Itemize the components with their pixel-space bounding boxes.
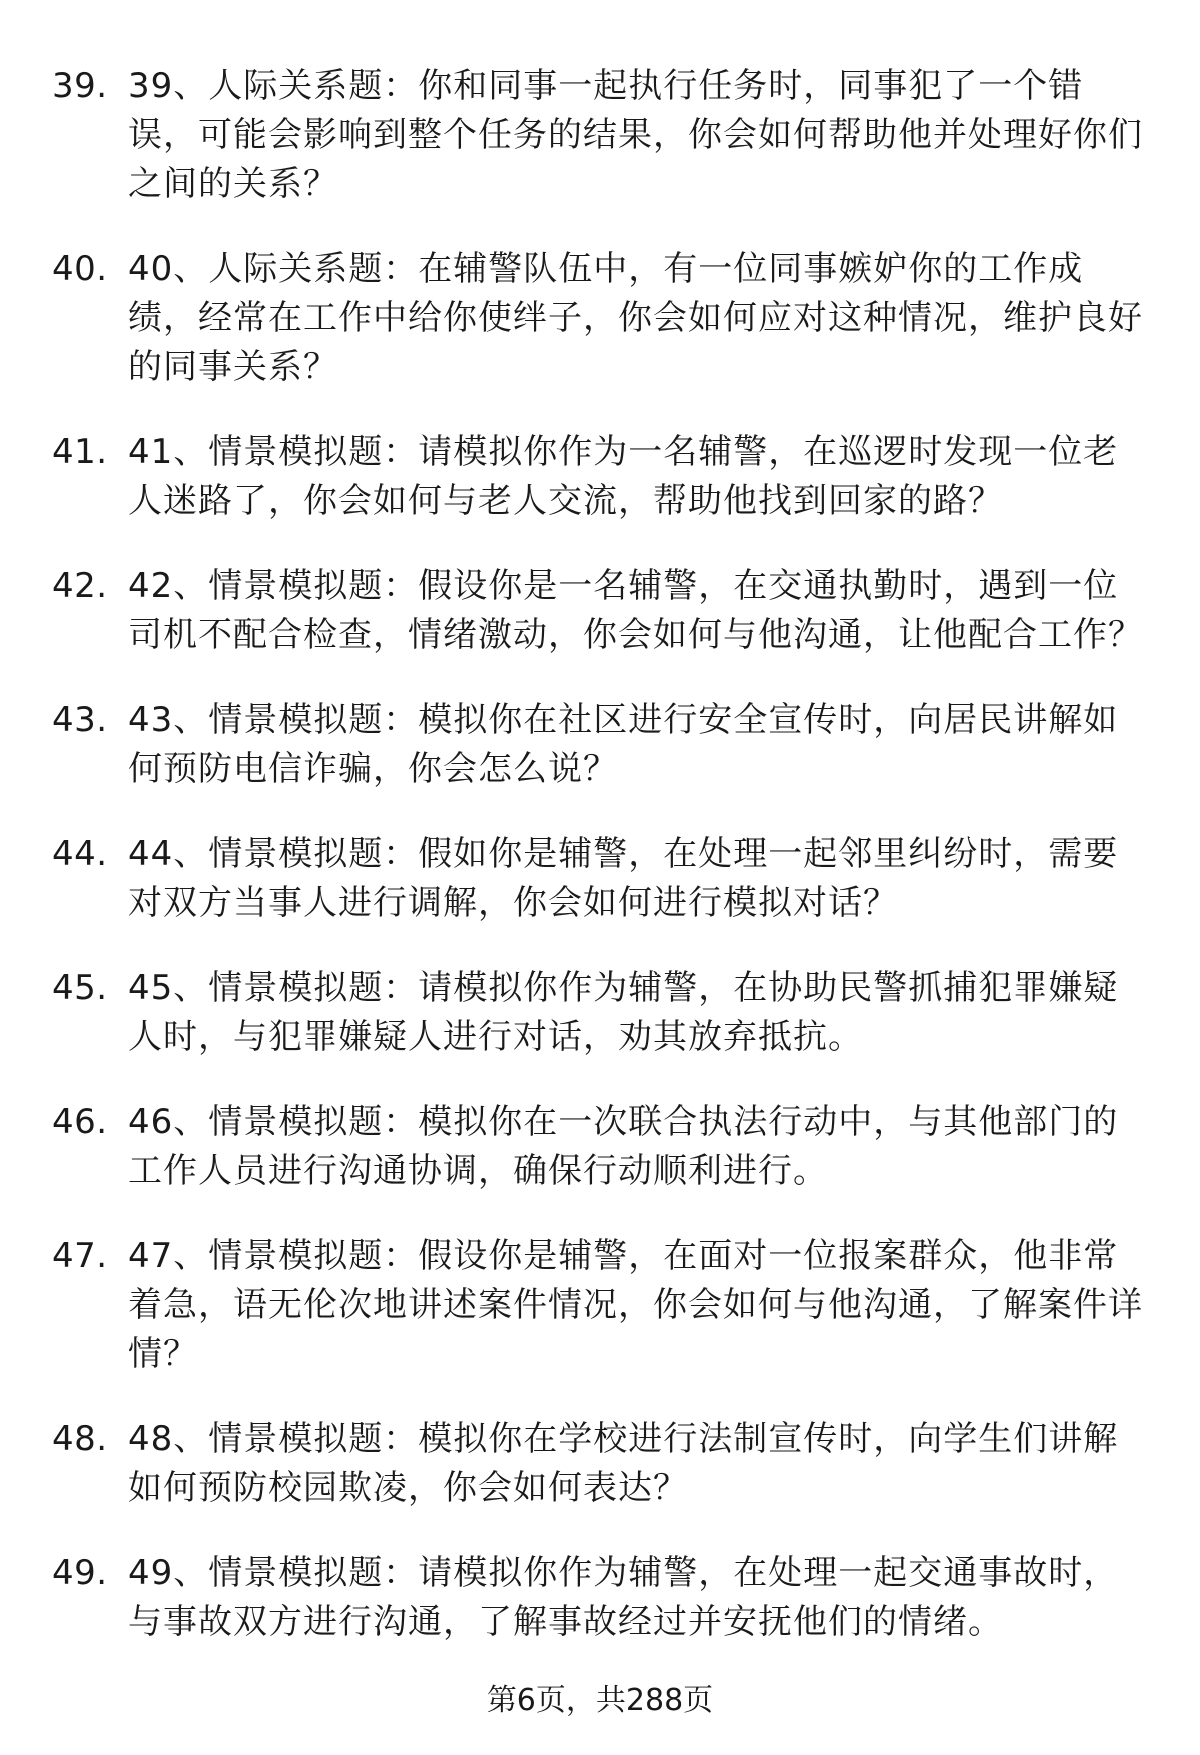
question-text: 45、情景模拟题：请模拟你作为辅警，在协助民警抓捕犯罪嫌疑人时，与犯罪嫌疑人进行对话，劝其放弃抵抗。 xyxy=(128,968,1119,1057)
list-number: 47. xyxy=(52,1236,108,1276)
list-item xyxy=(52,830,1152,928)
question-text: 46、情景模拟题：模拟你在一次联合执法行动中，与其他部门的工作人员进行沟通协调，确保行动顺利进行。 xyxy=(128,1102,1119,1191)
list-item xyxy=(52,696,1152,794)
question-list xyxy=(52,62,1152,1683)
list-item xyxy=(52,964,1152,1062)
question-text: 43、情景模拟题：模拟你在社区进行安全宣传时，向居民讲解如何预防电信诈骗，你会怎么说？ xyxy=(128,700,1119,789)
list-number: 45. xyxy=(52,968,108,1008)
question-text: 48、情景模拟题：模拟你在学校进行法制宣传时，向学生们讲解如何预防校园欺凌，你会如何表达？ xyxy=(128,1419,1119,1508)
list-number: 49. xyxy=(52,1553,108,1593)
question-text: 41、情景模拟题：请模拟你作为一名辅警，在巡逻时发现一位老人迷路了，你会如何与老人交流，帮助他找到回家的路？ xyxy=(128,432,1119,521)
question-text: 44、情景模拟题：假如你是辅警，在处理一起邻里纠纷时，需要对双方当事人进行调解，你会如何进行模拟对话？ xyxy=(128,834,1119,923)
list-number: 41. xyxy=(52,432,108,472)
list-item xyxy=(52,1415,1152,1513)
question-text: 42、情景模拟题：假设你是一名辅警，在交通执勤时，遇到一位司机不配合检查，情绪激动，你会如何与他沟通，让他配合工作？ xyxy=(128,566,1143,655)
list-number: 48. xyxy=(52,1419,108,1459)
list-number: 44. xyxy=(52,834,108,874)
list-item xyxy=(52,62,1152,209)
list-item xyxy=(52,1549,1152,1647)
list-item xyxy=(52,428,1152,526)
question-text: 40、人际关系题：在辅警队伍中，有一位同事嫉妒你的工作成绩，经常在工作中给你使绊子，你会如何应对这种情况，维护良好的同事关系？ xyxy=(128,249,1143,387)
question-text: 39、人际关系题：你和同事一起执行任务时，同事犯了一个错误，可能会影响到整个任务的结果，你会如何帮助他并处理好你们之间的关系？ xyxy=(128,66,1143,204)
list-item xyxy=(52,245,1152,392)
list-number: 39. xyxy=(52,66,108,106)
list-item xyxy=(52,1098,1152,1196)
list-number: 42. xyxy=(52,566,108,606)
list-number: 40. xyxy=(52,249,108,289)
list-number: 43. xyxy=(52,700,108,740)
list-item xyxy=(52,562,1152,660)
list-item xyxy=(52,1232,1152,1379)
list-number: 46. xyxy=(52,1102,108,1142)
page-footer: 第6页，共288页 xyxy=(486,1683,714,1718)
question-text: 47、情景模拟题：假设你是辅警，在面对一位报案群众，他非常着急，语无伦次地讲述案件情况，你会如何与他沟通，了解案件详情？ xyxy=(128,1236,1143,1374)
question-text: 49、情景模拟题：请模拟你作为辅警，在处理一起交通事故时，与事故双方进行沟通，了解事故经过并安抚他们的情绪。 xyxy=(128,1553,1119,1642)
